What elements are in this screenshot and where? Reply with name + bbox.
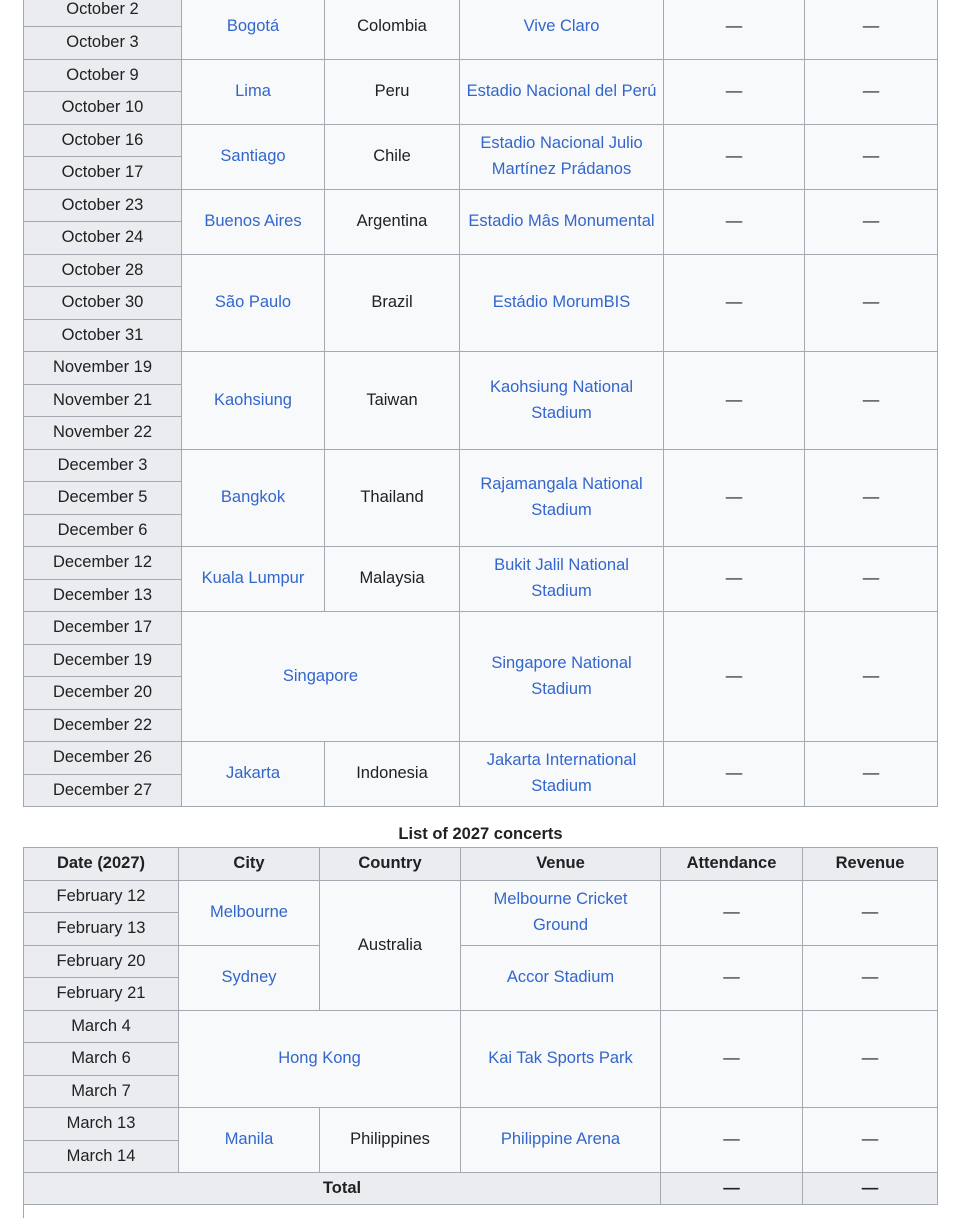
revenue-cell: — [805,125,938,190]
country-cell: Argentina [325,190,460,255]
country-cell: Australia [320,881,461,1011]
country-cell: Thailand [325,450,460,547]
date-cell: March 4 [24,1011,179,1043]
country-cell: Taiwan [325,352,460,450]
revenue-cell: — [803,946,938,1011]
date-cell: October 17 [24,157,182,190]
attendance-cell: — [661,946,803,1011]
table-caption-2027: List of 2027 concerts [398,825,563,843]
date-cell: December 20 [24,677,182,710]
date-cell: November 21 [24,385,182,417]
city-link-singapore[interactable]: Singapore [182,612,460,742]
total-label: Total [24,1173,661,1205]
city-link-kuala-lumpur[interactable]: Kuala Lumpur [182,547,325,612]
city-link-bangkok[interactable]: Bangkok [182,450,325,547]
revenue-cell: — [805,0,938,60]
date-cell: November 19 [24,352,182,385]
header-attendance: Attendance [661,848,803,881]
date-cell: December 22 [24,710,182,742]
header-country: Country [320,848,461,881]
revenue-cell: — [805,190,938,255]
header-venue: Venue [461,848,661,881]
date-cell: October 24 [24,222,182,255]
date-cell: December 13 [24,580,182,612]
revenue-cell: — [805,255,938,352]
date-cell: October 16 [24,125,182,157]
header-city: City [179,848,320,881]
date-cell: March 6 [24,1043,179,1076]
venue-link-rajamangala-national-stadium[interactable]: Rajamangala National Stadium [460,450,664,547]
city-link-bogota[interactable]: Bogotá [182,0,325,60]
city-link-lima[interactable]: Lima [182,60,325,125]
country-cell: Peru [325,60,460,125]
date-cell: October 3 [24,27,182,60]
header-date: Date (2027) [24,848,179,881]
total-revenue: — [803,1173,938,1205]
city-link-sydney[interactable]: Sydney [179,946,320,1011]
venue-link-kaohsiung-national-stadium[interactable]: Kaohsiung National Stadium [460,352,664,450]
date-cell: October 31 [24,320,182,352]
date-cell: October 23 [24,190,182,222]
attendance-cell: — [664,125,805,190]
country-cell: Malaysia [325,547,460,612]
country-cell: Indonesia [325,742,460,807]
attendance-cell: — [664,255,805,352]
city-link-santiago[interactable]: Santiago [182,125,325,190]
header-revenue: Revenue [803,848,938,881]
venue-link-kai-tak-sports-park[interactable]: Kai Tak Sports Park [461,1011,661,1108]
date-cell: March 14 [24,1141,179,1173]
revenue-cell: — [803,881,938,946]
venue-link-accor-stadium[interactable]: Accor Stadium [461,946,661,1011]
city-link-kaohsiung[interactable]: Kaohsiung [182,352,325,450]
date-cell: February 20 [24,946,179,978]
date-cell: December 5 [24,482,182,515]
date-cell: October 28 [24,255,182,287]
attendance-cell: — [661,1011,803,1108]
attendance-cell: — [664,60,805,125]
venue-link-estadio-morumbis[interactable]: Estádio MorumBIS [460,255,664,352]
city-link-sao-paulo[interactable]: São Paulo [182,255,325,352]
venue-link-estadio-mas-monumental[interactable]: Estadio Mâs Monumental [460,190,664,255]
attendance-cell: — [664,612,805,742]
venue-link-estadio-nacional-peru[interactable]: Estadio Nacional del Perú [460,60,664,125]
date-cell: December 19 [24,645,182,677]
date-cell: October 30 [24,287,182,320]
venue-link-vive-claro[interactable]: Vive Claro [460,0,664,60]
date-cell: October 10 [24,92,182,125]
attendance-cell: — [664,190,805,255]
country-cell: Chile [325,125,460,190]
concerts-2026-table [23,0,938,807]
revenue-cell: — [805,612,938,742]
revenue-cell: — [803,1108,938,1173]
venue-link-philippine-arena[interactable]: Philippine Arena [461,1108,661,1173]
date-cell: February 13 [24,913,179,946]
date-cell: October 9 [24,60,182,92]
date-cell: December 26 [24,742,182,775]
venue-link-estadio-nacional-chile[interactable]: Estadio Nacional Julio Martínez Prádanos [460,125,664,190]
country-cell: Philippines [320,1108,461,1173]
country-cell: Colombia [325,0,460,60]
venue-link-melbourne-cricket-ground[interactable]: Melbourne Cricket Ground [461,881,661,946]
attendance-cell: — [661,881,803,946]
country-cell: Brazil [325,255,460,352]
revenue-cell: — [805,60,938,125]
city-link-manila[interactable]: Manila [179,1108,320,1173]
revenue-cell: — [805,450,938,547]
revenue-cell: — [803,1011,938,1108]
date-cell: December 3 [24,450,182,482]
date-cell: February 12 [24,881,179,913]
date-cell: March 13 [24,1108,179,1141]
attendance-cell: — [661,1108,803,1173]
attendance-cell: — [664,547,805,612]
date-cell: December 27 [24,775,182,807]
venue-link-bukit-jalil-national-stadium[interactable]: Bukit Jalil National Stadium [460,547,664,612]
total-attendance: — [661,1173,803,1205]
attendance-cell: — [664,352,805,450]
date-cell: November 22 [24,417,182,450]
revenue-cell: — [805,547,938,612]
revenue-cell: — [805,352,938,450]
city-link-buenos-aires[interactable]: Buenos Aires [182,190,325,255]
attendance-cell: — [664,0,805,60]
date-cell: December 6 [24,515,182,547]
city-link-hong-kong[interactable]: Hong Kong [179,1011,461,1108]
city-link-melbourne[interactable]: Melbourne [179,881,320,946]
venue-link-jakarta-international-stadium[interactable]: Jakarta International Stadium [460,742,664,807]
date-cell: February 21 [24,978,179,1011]
date-cell: December 12 [24,547,182,580]
city-link-jakarta[interactable]: Jakarta [182,742,325,807]
attendance-cell: — [664,742,805,807]
venue-link-singapore-national-stadium[interactable]: Singapore National Stadium [460,612,664,742]
attendance-cell: — [664,450,805,547]
concerts-2027-table [23,847,938,1218]
date-cell: October 2 [24,0,182,27]
date-cell: March 7 [24,1076,179,1108]
revenue-cell: — [805,742,938,807]
date-cell: December 17 [24,612,182,645]
